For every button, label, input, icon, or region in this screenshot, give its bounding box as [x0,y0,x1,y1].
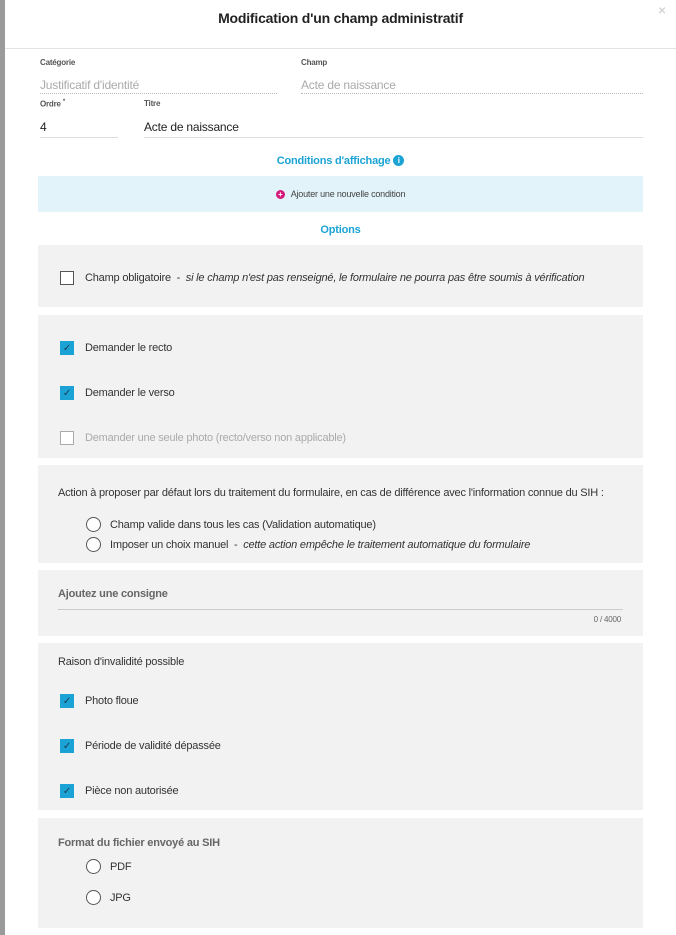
manual-choice-radio-row[interactable] [86,537,530,552]
ordre-label [40,99,65,109]
recto-label: Demander le recto [85,342,173,354]
titre-input[interactable]: Acte de naissance [144,120,643,138]
champ-field: Acte de naissance [301,78,643,94]
conditions-title-text: Conditions d'affichage [276,155,391,167]
consigne-textarea[interactable]: Ajoutez une consigne [58,588,623,610]
auto-validation-label: Champ valide dans tous les cas (Validation automatique) [110,518,376,531]
auto-validation-radio-row[interactable] [86,517,376,532]
modal-title: Modification d'un champ administratif [218,10,463,26]
mandatory-panel [38,245,643,307]
check-icon[interactable]: ✓ [60,694,74,708]
required-mark: * [62,99,65,105]
action-text: Action à proposer par défaut lors du traitement du formulaire, en cas de différence avec l'information connue du SIH : [58,487,604,499]
pdf-radio-row[interactable] [86,859,131,874]
verso-label: Demander le verso [85,387,175,399]
single-photo-label: Demander une seule photo (recto/verso non applicable) [85,432,346,444]
single-photo-checkbox[interactable] [60,431,74,445]
consigne-panel [38,570,643,636]
jpg-label: JPG [110,891,131,904]
reason-row[interactable] [60,784,178,798]
action-panel [38,465,643,563]
single-photo-checkbox-row[interactable] [60,431,346,445]
mandatory-checkbox-row[interactable] [60,271,584,285]
reason-row[interactable] [60,694,138,708]
categorie-label: Catégorie [40,58,76,67]
format-title: Format du fichier envoyé au SIH [58,837,220,849]
close-icon[interactable]: × [658,2,666,18]
add-condition-label: Ajouter une nouvelle condition [290,189,406,199]
reason-label: Période de validité dépassée [85,740,221,752]
modal [5,0,676,935]
recto-checkbox-row[interactable] [60,341,172,355]
mandatory-checkbox[interactable] [60,271,74,285]
check-icon[interactable]: ✓ [60,341,74,355]
reason-label: Photo floue [85,695,139,707]
reason-label: Pièce non autorisée [85,785,179,797]
character-counter: 0 / 4000 [593,615,621,624]
info-icon[interactable]: i [393,155,404,166]
mandatory-hint: si le champ n'est pas renseigné, le formulaire ne pourra pas être soumis à vérification [185,272,585,284]
categorie-field: Justificatif d'identité [40,78,277,94]
verso-checkbox-row[interactable] [60,386,175,400]
jpg-radio-row[interactable] [86,890,131,905]
ordre-label-text: Ordre [40,99,61,109]
manual-choice-label: Imposer un choix manuel [110,538,229,551]
manual-choice-hint: cette action empêche le traitement automatique du formulaire [243,538,531,551]
format-panel [38,818,643,928]
check-icon[interactable]: ✓ [60,784,74,798]
ordre-input[interactable]: 4 [40,120,118,138]
radio-manual[interactable] [86,537,101,552]
champ-label: Champ [301,58,328,67]
modal-header [5,0,676,49]
invalid-reasons-title: Raison d'invalidité possible [58,656,185,668]
check-icon[interactable]: ✓ [60,386,74,400]
pdf-label: PDF [110,860,132,873]
invalid-reasons-panel [38,643,643,810]
plus-circle-icon: + [276,190,285,199]
separator: - [176,272,181,284]
radio-auto[interactable] [86,517,101,532]
radio-pdf[interactable] [86,859,101,874]
check-icon[interactable]: ✓ [60,739,74,753]
radio-jpg[interactable] [86,890,101,905]
titre-label: Titre [144,99,161,108]
conditions-title [38,155,643,167]
options-title: Options [320,224,361,236]
add-condition-button[interactable] [38,176,643,212]
separator: - [234,538,238,551]
reason-row[interactable] [60,739,221,753]
sides-panel [38,315,643,458]
mandatory-label: Champ obligatoire [85,272,171,284]
